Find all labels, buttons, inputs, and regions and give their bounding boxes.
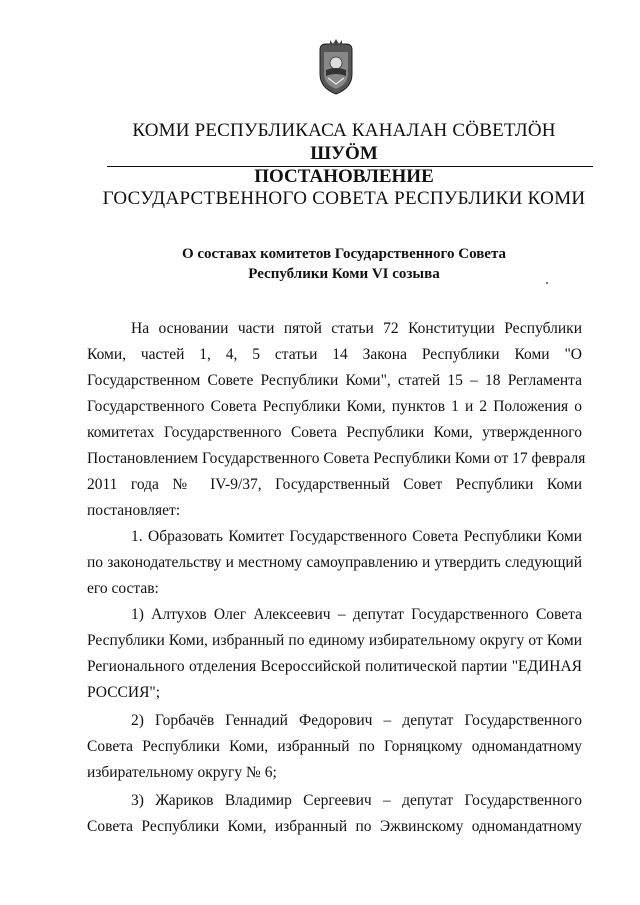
body-line-13: Республики Коми, избранный по единому избирательному округу от Коми (87, 632, 582, 649)
header-postanovlenie: ПОСТАНОВЛЕНИЕ (254, 166, 434, 187)
body-line-10: по законодательству и местному самоуправлению и утвердить следующий (87, 554, 582, 571)
header-shuom: ШУӦМ (310, 143, 378, 164)
body-line-4: Государственного Совета Республики Коми, пунктов 1 и 2 Положения о (87, 398, 582, 415)
body-line-3: Государственном Совете Республики Коми", статей 15 – 18 Регламента (87, 372, 582, 389)
body-line-7: 2011 года № IV-9/37, Государственный Совет Республики Коми (87, 476, 582, 493)
body-line-16: 2) Горбачёв Геннадий Федорович – депутат Государственного (131, 712, 582, 729)
body-line-2: Коми, частей 1, 4, 5 статьи 14 Закона Республики Коми "О (87, 346, 582, 363)
document-title-line1: О составах комитетов Государственного Совета (181, 246, 507, 262)
body-line-14: Регионального отделения Всероссийской политической партии "ЕДИНАЯ (87, 658, 582, 675)
body-line-6: Постановлением Государственного Совета Республики Коми от 17 февраля (87, 450, 586, 467)
header-republic-council: КОМИ РЕСПУБЛИКАСА КАНАЛАН СӦВЕТЛӦН (132, 120, 556, 141)
body-line-12: 1) Алтухов Олег Алексеевич – депутат Государственного Совета (131, 606, 582, 623)
coat-of-arms-emblem (316, 36, 356, 96)
document-title-line2: Республики Коми VI созыва (248, 266, 440, 282)
body-line-20: Совета Республики Коми, избранный по Эжвинскому одномандатному (87, 818, 582, 835)
body-line-18: избирательному округу № 6; (87, 764, 277, 781)
header-state-council: ГОСУДАРСТВЕННОГО СОВЕТА РЕСПУБЛИКИ КОМИ (102, 188, 586, 209)
body-line-15: РОССИЯ"; (87, 684, 161, 701)
body-line-9: 1. Образовать Комитет Государственного Совета Республики Коми (131, 528, 582, 545)
body-line-19: 3) Жариков Владимир Сергеевич – депутат Государственного (131, 792, 582, 809)
body-line-11: его состав: (87, 580, 159, 597)
body-line-17: Совета Республики Коми, избранный по Горняцкому одномандатному (87, 738, 582, 755)
scan-speck (546, 282, 548, 284)
body-line-5: комитетах Государственного Совета Республики Коми, утвержденного (87, 424, 582, 441)
body-line-1: На основании части пятой статьи 72 Конституции Республики (131, 320, 582, 337)
body-line-8: постановляет: (87, 502, 181, 519)
